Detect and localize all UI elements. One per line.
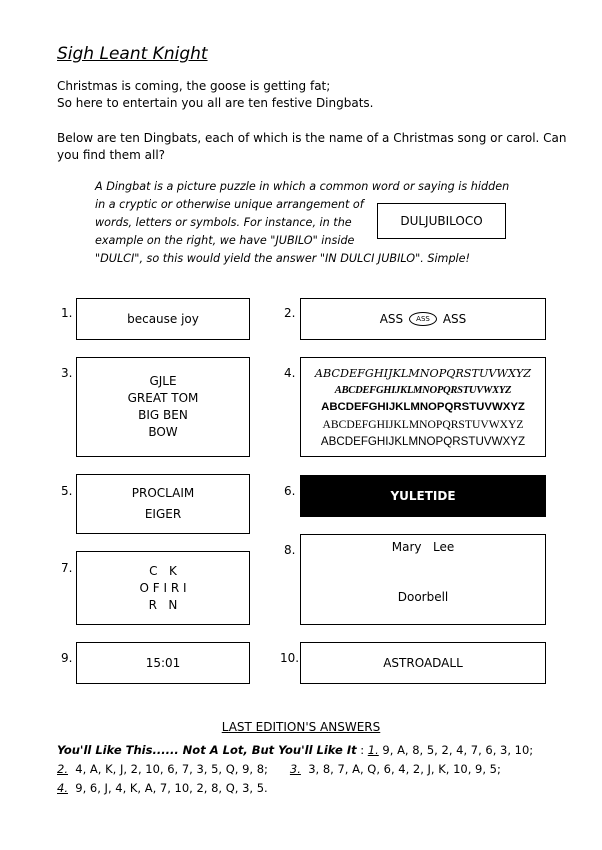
puzzle-9-text: 15:01 <box>145 655 181 670</box>
answer-2-text: 4, A, K, J, 2, 10, 6, 7, 3, 5, Q, 9, 8; <box>67 762 268 776</box>
instructions-text <box>57 130 567 164</box>
puzzle-7-line: R N <box>148 597 178 612</box>
example-line: example on the right, we have "JUBILO" inside <box>95 234 355 247</box>
puzzle-4-alphabet: ABCDEFGHIJKLMNOPQRSTUVWXYZ <box>314 366 532 380</box>
puzzle-1-text: because joy <box>127 311 199 326</box>
puzzle-3-line: GJLE <box>149 374 177 388</box>
intro-text <box>57 78 373 112</box>
puzzle-3-line: BOW <box>148 425 178 439</box>
puzzle-4-box <box>300 357 546 457</box>
puzzle-3-line: BIG BEN <box>138 408 188 422</box>
puzzle-2-number: 2. <box>284 306 296 320</box>
answer-4-text: 9, 6, J, 4, K, A, 7, 10, 2, 8, Q, 3, 5. <box>67 781 268 795</box>
puzzle-9-number: 9. <box>61 651 73 665</box>
answer-3-number: 3. <box>289 762 301 776</box>
puzzle-5-line: EIGER <box>144 507 182 521</box>
answers-colon: : <box>356 743 368 757</box>
puzzle-8-number: 8. <box>284 543 296 557</box>
puzzle-8-box <box>300 534 546 625</box>
puzzle-5-number: 5. <box>61 484 73 498</box>
puzzle-5-box <box>76 474 250 534</box>
puzzle-7-number: 7. <box>61 561 73 575</box>
puzzle-6-text: YULETIDE <box>390 488 456 503</box>
puzzle-4-alphabet: ABCDEFGHIJKLMNOPQRSTUVWXYZ <box>321 400 525 413</box>
puzzle-8-line: Mary Lee <box>391 540 455 554</box>
puzzle-4-alphabet: ABCDEFGHIJKLMNOPQRSTUVWXYZ <box>320 434 526 448</box>
puzzle-1-box <box>76 298 250 340</box>
puzzle-2-oval: ASS <box>409 312 437 326</box>
answer-3-text: 3, 8, 7, A, Q, 6, 4, 2, J, K, 10, 9, 5; <box>300 762 501 776</box>
page-title: Sigh Leant Knight <box>57 44 208 64</box>
answers-intro: You'll Like This...... Not A Lot, But You'll Like It <box>57 743 357 757</box>
puzzle-4-alphabet: ABCDEFGHIJKLMNOPQRSTUVWXYZ <box>322 417 524 431</box>
answer-1-text: 9, A, 8, 5, 2, 4, 7, 6, 3, 10; <box>378 743 534 757</box>
puzzle-7-box <box>76 551 250 625</box>
puzzle-5-line: PROCLAIM <box>131 486 195 500</box>
puzzle-10-number: 10. <box>280 651 300 665</box>
answers-heading: LAST EDITION'S ANSWERS <box>221 720 381 734</box>
example-line: "DULCI", so this would yield the answer "IN DULCI JUBILO". Simple! <box>95 252 471 265</box>
example-line: A Dingbat is a picture puzzle in which a common word or saying is hidden <box>95 180 510 193</box>
puzzle-4-alphabet: ABCDEFGHIJKLMNOPQRSTUVWXYZ <box>334 384 512 396</box>
puzzle-2-content <box>380 311 467 328</box>
example-line: words, letters or symbols. For instance, in the <box>95 216 352 229</box>
puzzle-9-box <box>76 642 250 684</box>
answers-line <box>57 741 557 760</box>
answers-line <box>57 760 557 779</box>
answer-1-number: 1. <box>367 743 379 757</box>
puzzle-7-line: C K <box>149 563 177 578</box>
intro-line: Christmas is coming, the goose is getting fat; <box>57 79 331 93</box>
example-box-text: DULJUBILOCO <box>400 214 483 228</box>
puzzle-6-number: 6. <box>284 484 296 498</box>
example-line: in a cryptic or otherwise unique arrangement of <box>95 198 364 211</box>
puzzle-6-box <box>300 475 546 517</box>
intro-line: So here to entertain you all are ten festive Dingbats. <box>57 96 374 110</box>
answers-text <box>57 741 557 798</box>
puzzle-2-right: ASS <box>442 311 467 326</box>
puzzle-3-box <box>76 357 250 457</box>
puzzle-8-line: Doorbell <box>397 590 449 604</box>
puzzle-4-number: 4. <box>284 366 296 380</box>
example-box <box>377 203 506 239</box>
puzzle-2-box <box>300 298 546 340</box>
puzzle-7-line: O F I R I <box>139 580 187 595</box>
puzzle-10-box <box>300 642 546 684</box>
instructions-line: you find them all? <box>57 148 166 162</box>
puzzle-1-number: 1. <box>61 306 73 320</box>
puzzle-3-number: 3. <box>61 366 73 380</box>
answer-4-number: 4. <box>57 781 68 795</box>
answers-line <box>57 779 557 798</box>
answer-2-number: 2. <box>57 762 68 776</box>
instructions-line: Below are ten Dingbats, each of which is the name of a Christmas song or carol. Can <box>57 131 567 145</box>
puzzle-3-line: GREAT TOM <box>127 391 199 405</box>
puzzle-10-text: ASTROADALL <box>383 655 463 670</box>
puzzle-2-left: ASS <box>379 311 404 326</box>
